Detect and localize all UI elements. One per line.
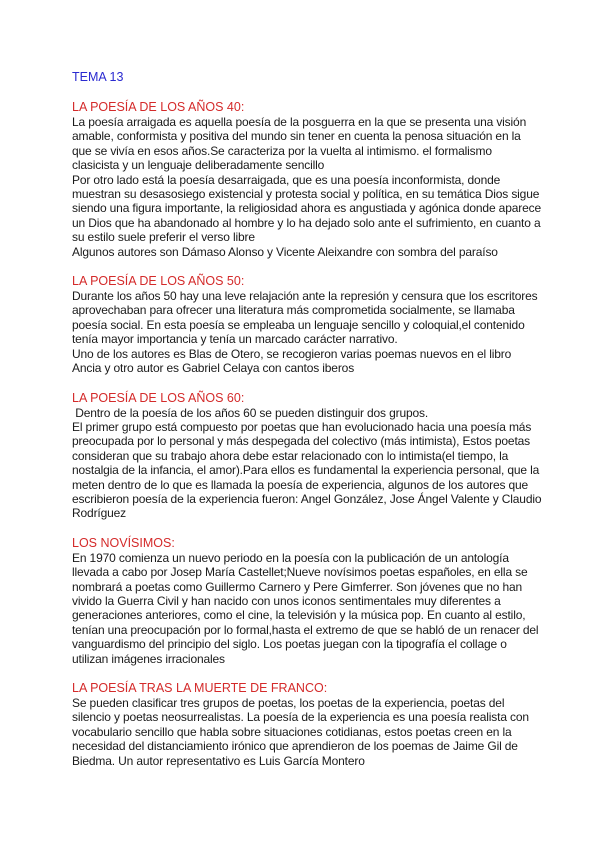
section-poesia-40 [72,100,542,259]
paragraph: Durante los años 50 hay una leve relajación ante la represión y censura que los escritores aprovechaban para ofrecer una literatura más comprometida socialmente, se llamaba poesía social. En esta poesía se empleaba un lenguaje sencillo y coloquial,el contenido tenía mayor importancia y tenía un marcado carácter narrativo. [72,289,538,347]
paragraph: Por otro lado está la poesía desarraigada, que es una poesía inconformista, donde muestran su desasosiego existencial y protesta social y política, en su temática Dios sigue siendo una figura importante, la religiosidad ahora es angustiada y agónica donde aparece un Dios que ha abandonado al hombre y lo ha dejado solo ante el sufrimiento, en cuanto a su estilo suele preferir el verso libre [72,172,541,245]
section-heading: LA POESÍA DE LOS AÑOS 50: [72,274,245,289]
paragraph: La poesía arraigada es aquella poesía de la posguerra en la que se presenta una visión amable, conformista y positiva del mundo sin tener en cuenta la penosa situación en la que se vivía en esos años.Se caracteriza por la vuelta al intimismo. el formalismo clasicista y un lenguaje deliberadamente sencillo [72,115,527,173]
section-novisimos [72,536,542,666]
paragraph: Se pueden clasificar tres grupos de poetas, los poetas de la experiencia, poetas del silencio y poetas neosurrealistas. La poesía de la experiencia es una poesía realista con vocabulario sencillo que habla sobre situaciones cotidianas, estos poetas creen en la necesidad del distanciamiento irónico que aprendieron de los poemas de Jaime Gil de Biedma. Un autor representativo es Luis García Montero [72,696,529,768]
document-page [72,70,542,783]
paragraph: Algunos autores son Dámaso Alonso y Vicente Aleixandre con sombra del paraíso [72,244,498,259]
paragraph: Uno de los autores es Blas de Otero, se recogieron varias poemas nuevos en el libro Ancia y otro autor es Gabriel Celaya con cantos iberos [72,346,512,376]
paragraph: Dentro de la poesía de los años 60 se pueden distinguir dos grupos. [72,405,429,420]
section-tras-franco [72,681,542,768]
paragraph: En 1970 comienza un nuevo periodo en la poesía con la publicación de un antología llevada a cabo por Josep María Castellet;Nueve novísimos poetas españoles, en ella se nombrará a poetas como Guillermo Carnero y Pere Gimferrer. Son jóvenes que no han vivido la Guerra Civil y han nacido con unos iconos sentimentales muy diferentes a generaciones anteriores, como el cine, la televisión y la música pop. En cuanto al estilo, tenían una preocupación por lo formal,hasta el extremo de que se habló de un renacer del vanguardismo del principio del siglo. Los poetas juegan con la tipografía el collage o utilizan imágenes irracionales [72,550,539,666]
paragraph: El primer grupo está compuesto por poetas que han evolucionado hacia una poesía más preocupada por lo personal y más despegada del colectivo (más intimista), Estos poetas consideran que su trabajo ahora debe estar relacionado con lo intimista(el tiempo, la nostalgia de la infancia, el amor).Para ellos es fundamental la experiencia personal, que la meten dentro de lo que es llamada la poesía de experiencia, algunos de los autores que escribieron poesía de la experiencia fueron: Angel González, Jose Ángel Valente y Claudio Rodríguez [72,419,542,521]
section-heading: LA POESÍA TRAS LA MUERTE DE FRANCO: [72,681,328,695]
section-heading: LA POESÍA DE LOS AÑOS 40: [72,100,245,114]
section-heading: LOS NOVÍSIMOS: [72,535,175,550]
section-heading: LA POESÍA DE LOS AÑOS 60: [72,390,245,405]
section-poesia-60 [72,391,542,521]
document-title: TEMA 13 [72,70,124,84]
section-poesia-50 [72,274,542,375]
